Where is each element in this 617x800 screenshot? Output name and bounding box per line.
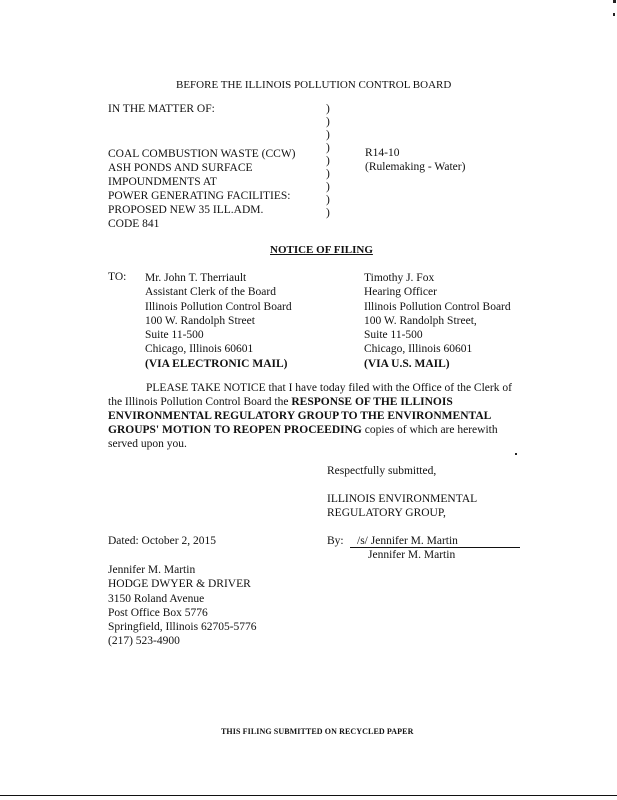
- scan-bottom-edge: [0, 795, 617, 796]
- recipient-line: 100 W. Randolph Street: [145, 314, 255, 327]
- to-label: TO:: [108, 271, 127, 283]
- counsel-line: Springfield, Illinois 62705-5776: [108, 621, 257, 634]
- delivery-method: (VIA ELECTRONIC MAIL): [145, 357, 288, 370]
- scan-speck: [613, 0, 616, 3]
- recipient-line: Chicago, Illinois 60601: [145, 343, 254, 356]
- counsel-line: Jennifer M. Martin: [108, 564, 196, 576]
- recipient-line: Chicago, Illinois 60601: [364, 343, 473, 356]
- recipient-line: Suite 11-500: [145, 329, 204, 342]
- recipient-line: Suite 11-500: [364, 329, 423, 342]
- caption-parentheses: ) ) ) ) ) ) ) ) ): [326, 103, 330, 219]
- caption-line: POWER GENERATING FACILITIES:: [108, 190, 291, 202]
- caption-line: PROPOSED NEW 35 ILL.ADM.: [108, 204, 264, 216]
- recipient-line: Assistant Clerk of the Board: [145, 286, 276, 299]
- counsel-line: Post Office Box 5776: [108, 606, 208, 619]
- counsel-line: 3150 Roland Avenue: [108, 592, 205, 605]
- recipient-line: Hearing Officer: [364, 286, 437, 299]
- org-name-line1: ILLINOIS ENVIRONMENTAL: [327, 493, 478, 505]
- scan-speck: [515, 453, 517, 455]
- signature-line: [350, 547, 520, 548]
- recipient-line: Timothy J. Fox: [364, 272, 435, 284]
- counsel-line: HODGE DWYER & DRIVER: [108, 578, 251, 591]
- signer-name: Jennifer M. Martin: [368, 549, 456, 561]
- recipient-right: [364, 271, 511, 371]
- delivery-method: (VIA U.S. MAIL): [364, 357, 450, 370]
- board-title: BEFORE THE ILLINOIS POLLUTION CONTROL BOARD: [176, 79, 452, 91]
- caption-block: [108, 147, 296, 231]
- recipient-left: [145, 271, 292, 371]
- notice-paragraph: [108, 381, 520, 451]
- notice-title: NOTICE OF FILING: [270, 244, 373, 256]
- electronic-signature: /s/ Jennifer M. Martin: [357, 535, 458, 547]
- caption-line: CODE 841: [108, 218, 160, 230]
- date: Dated: October 2, 2015: [108, 535, 216, 547]
- recipient-line: Illinois Pollution Control Board: [364, 300, 511, 313]
- recipient-line: Illinois Pollution Control Board: [145, 300, 292, 313]
- caption-line: ASH PONDS AND SURFACE: [108, 162, 253, 174]
- caption-line: IMPOUNDMENTS AT: [108, 176, 217, 188]
- paragraph-document-title: RESPONSE OF THE ILLINOIS ENVIRONMENTAL REGULATORY GROUP TO THE ENVIRONMENTAL GROUPS' MOTION TO REOPEN PROCEEDING: [108, 396, 491, 436]
- counsel-block: [108, 563, 257, 649]
- docket-type: (Rulemaking - Water): [365, 161, 466, 173]
- recipient-line: Mr. John T. Therriault: [145, 272, 247, 284]
- footer-recycled-note: THIS FILING SUBMITTED ON RECYCLED PAPER: [221, 727, 414, 736]
- by-label: By:: [327, 535, 344, 547]
- in-the-matter-label: IN THE MATTER OF:: [108, 103, 215, 115]
- recipient-line: 100 W. Randolph Street,: [364, 314, 477, 327]
- counsel-line: (217) 523-4900: [108, 635, 180, 648]
- docket-number: R14-10: [365, 147, 400, 159]
- scan-speck: [613, 13, 615, 16]
- paragraph-intro: PLEASE TAKE NOTICE that I have today filed with the Office of the Clerk of the Illinois Pollution Control Board the: [108, 382, 512, 408]
- caption-line: COAL COMBUSTION WASTE (CCW): [108, 148, 296, 160]
- closing: Respectfully submitted,: [327, 465, 437, 477]
- org-name-line2: REGULATORY GROUP,: [327, 507, 446, 519]
- paragraph-outro: copies of which are herewith served upon you.: [108, 424, 498, 450]
